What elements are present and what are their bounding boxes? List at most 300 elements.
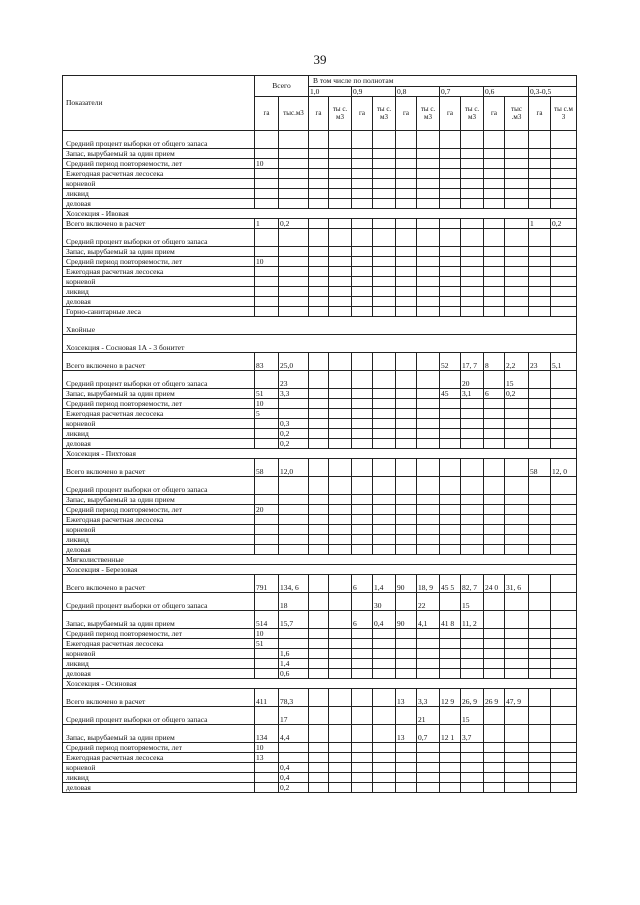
unit-header: ты с.м 3 <box>551 97 577 131</box>
table-cell <box>529 389 551 399</box>
row-label: Средний процент выборки от общего запаса <box>63 593 255 611</box>
table-row <box>63 389 577 399</box>
table-cell <box>396 179 417 189</box>
row-label: деловая <box>63 669 255 679</box>
table-cell <box>551 389 577 399</box>
section-label: Хозсекция - Ивовая <box>63 209 577 219</box>
table-cell <box>440 743 461 753</box>
table-cell <box>373 545 396 555</box>
table-cell <box>461 287 484 297</box>
table-cell <box>461 131 484 149</box>
row-label: ликвид <box>63 773 255 783</box>
table-cell <box>529 287 551 297</box>
table-cell <box>484 639 505 649</box>
table-cell <box>461 639 484 649</box>
row-label: деловая <box>63 783 255 793</box>
table-cell <box>279 629 309 639</box>
row-label: Запас, вырубаемый за один прием <box>63 389 255 399</box>
table-cell <box>255 229 279 247</box>
table-cell <box>417 419 440 429</box>
table-cell <box>529 525 551 535</box>
table-row <box>63 429 577 439</box>
table-cell: 0,2 <box>279 429 309 439</box>
section-row <box>63 449 577 459</box>
table-cell <box>329 419 352 429</box>
table-row <box>63 545 577 555</box>
table-cell <box>505 159 529 169</box>
table-cell <box>279 297 309 307</box>
table-cell <box>373 669 396 679</box>
table-cell <box>373 495 396 505</box>
table-row <box>63 515 577 525</box>
table-cell <box>461 297 484 307</box>
table-cell: 1,4 <box>373 575 396 593</box>
table-cell <box>255 297 279 307</box>
table-cell: 15 <box>505 371 529 389</box>
table-cell <box>329 495 352 505</box>
table-cell <box>309 659 329 669</box>
table-cell <box>279 229 309 247</box>
table-cell <box>279 399 309 409</box>
table-cell <box>529 535 551 545</box>
table-cell <box>396 707 417 725</box>
table-cell: 18, 9 <box>417 575 440 593</box>
row-label: корневой <box>63 419 255 429</box>
table-cell: 83 <box>255 353 279 371</box>
table-cell <box>551 439 577 449</box>
table-cell <box>529 399 551 409</box>
table-cell <box>309 669 329 679</box>
table-cell <box>440 179 461 189</box>
table-cell <box>309 535 329 545</box>
table-cell <box>551 429 577 439</box>
table-cell: 78,3 <box>279 689 309 707</box>
table-cell <box>461 659 484 669</box>
section-row <box>63 679 577 689</box>
table-cell <box>329 131 352 149</box>
table-cell <box>529 669 551 679</box>
table-cell <box>373 659 396 669</box>
unit-header: тыс.м3 <box>279 97 309 131</box>
density-header: 0,9 <box>352 87 396 97</box>
table-cell <box>279 199 309 209</box>
table-cell: 0,2 <box>279 439 309 449</box>
table-cell <box>309 159 329 169</box>
table-cell <box>529 169 551 179</box>
table-cell <box>551 743 577 753</box>
table-cell <box>461 399 484 409</box>
table-cell <box>352 389 373 399</box>
table-cell <box>461 199 484 209</box>
table-cell: 411 <box>255 689 279 707</box>
table-cell <box>255 131 279 149</box>
table-cell <box>505 639 529 649</box>
table-cell <box>461 505 484 515</box>
table-cell <box>440 429 461 439</box>
table-cell <box>505 743 529 753</box>
table-cell <box>373 763 396 773</box>
table-cell <box>461 247 484 257</box>
table-cell <box>255 371 279 389</box>
row-label: Всего включено в расчет <box>63 353 255 371</box>
table-cell <box>440 257 461 267</box>
table-cell <box>505 199 529 209</box>
table-cell <box>484 525 505 535</box>
table-cell <box>551 247 577 257</box>
table-cell <box>440 773 461 783</box>
table-cell <box>440 545 461 555</box>
table-cell: 3,3 <box>279 389 309 399</box>
table-cell <box>417 545 440 555</box>
table-cell <box>529 611 551 629</box>
row-label: Всего включено в расчет <box>63 689 255 707</box>
table-cell <box>329 307 352 317</box>
table-cell <box>352 669 373 679</box>
table-cell: 25,0 <box>279 353 309 371</box>
table-cell <box>529 277 551 287</box>
table-cell <box>440 229 461 247</box>
table-cell <box>373 783 396 793</box>
table-cell <box>484 307 505 317</box>
table-cell <box>551 593 577 611</box>
table-cell <box>505 307 529 317</box>
table-cell <box>329 169 352 179</box>
table-cell <box>309 219 329 229</box>
table-cell <box>440 505 461 515</box>
table-cell: 30 <box>373 593 396 611</box>
table-cell <box>484 371 505 389</box>
table-cell: 90 <box>396 611 417 629</box>
table-row <box>63 689 577 707</box>
table-cell <box>551 515 577 525</box>
row-label: Средний период повторяемости, лет <box>63 743 255 753</box>
table-cell <box>396 629 417 639</box>
table-cell <box>352 515 373 525</box>
table-cell <box>279 307 309 317</box>
table-cell <box>484 199 505 209</box>
table-cell <box>529 783 551 793</box>
table-cell <box>279 545 309 555</box>
table-cell <box>255 429 279 439</box>
table-cell <box>329 649 352 659</box>
table-cell <box>352 353 373 371</box>
table-cell <box>352 287 373 297</box>
table-cell <box>352 419 373 429</box>
table-cell <box>255 307 279 317</box>
table-cell <box>484 459 505 477</box>
table-cell <box>440 149 461 159</box>
table-cell <box>551 179 577 189</box>
row-label: Средний процент выборки от общего запаса <box>63 131 255 149</box>
table-cell <box>440 639 461 649</box>
table-cell <box>551 505 577 515</box>
table-row <box>63 307 577 317</box>
table-cell <box>440 199 461 209</box>
table-row <box>63 371 577 389</box>
table-cell <box>329 277 352 287</box>
table-cell <box>529 189 551 199</box>
table-cell <box>373 429 396 439</box>
row-label: деловая <box>63 199 255 209</box>
unit-header: ты с. м3 <box>373 97 396 131</box>
table-cell <box>461 159 484 169</box>
table-cell: 82, 7 <box>461 575 484 593</box>
table-cell <box>440 439 461 449</box>
table-cell <box>329 575 352 593</box>
table-cell: 51 <box>255 389 279 399</box>
table-cell <box>417 131 440 149</box>
table-row <box>63 505 577 515</box>
table-row <box>63 247 577 257</box>
table-cell <box>373 307 396 317</box>
table-cell <box>551 229 577 247</box>
table-cell <box>329 629 352 639</box>
table-cell <box>484 763 505 773</box>
table-cell <box>529 419 551 429</box>
row-label: ликвид <box>63 429 255 439</box>
table-cell <box>484 669 505 679</box>
table-cell <box>279 159 309 169</box>
table-cell <box>309 763 329 773</box>
table-cell <box>461 783 484 793</box>
table-cell <box>352 189 373 199</box>
unit-header: тыс .м3 <box>505 97 529 131</box>
table-cell <box>505 669 529 679</box>
table-cell <box>440 267 461 277</box>
table-cell <box>279 287 309 297</box>
table-row <box>63 287 577 297</box>
density-header: 0,6 <box>484 87 529 97</box>
table-row <box>63 399 577 409</box>
table-cell <box>373 689 396 707</box>
table-cell <box>440 399 461 409</box>
table-cell <box>373 267 396 277</box>
table-cell <box>396 399 417 409</box>
row-label: Всего включено в расчет <box>63 459 255 477</box>
table-cell <box>329 725 352 743</box>
table-cell <box>529 257 551 267</box>
table-row <box>63 189 577 199</box>
table-cell <box>329 257 352 267</box>
table-row <box>63 649 577 659</box>
table-cell <box>396 495 417 505</box>
table-cell <box>461 179 484 189</box>
table-cell <box>373 159 396 169</box>
table-cell <box>396 743 417 753</box>
table-cell: 4,1 <box>417 611 440 629</box>
table-cell <box>255 199 279 209</box>
table-cell <box>417 773 440 783</box>
table-cell <box>529 495 551 505</box>
table-cell <box>255 287 279 297</box>
table-cell <box>352 267 373 277</box>
table-cell <box>417 535 440 545</box>
table-cell <box>417 179 440 189</box>
table-cell <box>352 593 373 611</box>
table-cell <box>461 409 484 419</box>
table-cell <box>329 459 352 477</box>
table-cell <box>417 515 440 525</box>
table-cell <box>309 477 329 495</box>
table-cell <box>461 763 484 773</box>
table-cell <box>396 649 417 659</box>
table-cell <box>417 229 440 247</box>
table-cell <box>329 267 352 277</box>
table-cell <box>551 287 577 297</box>
table-cell <box>484 179 505 189</box>
table-cell <box>309 495 329 505</box>
table-cell <box>255 149 279 159</box>
table-cell <box>529 267 551 277</box>
section-label: Хвойные <box>63 317 577 335</box>
table-cell <box>484 257 505 267</box>
table-cell <box>352 429 373 439</box>
table-cell <box>440 219 461 229</box>
table-cell: 0,2 <box>551 219 577 229</box>
table-cell: 0,2 <box>279 783 309 793</box>
table-cell <box>309 199 329 209</box>
table-cell <box>373 179 396 189</box>
table-cell <box>440 409 461 419</box>
table-row <box>63 535 577 545</box>
table-cell: 22 <box>417 593 440 611</box>
table-cell <box>255 515 279 525</box>
table-cell <box>551 725 577 743</box>
table-cell <box>529 545 551 555</box>
table-cell: 24 0 <box>484 575 505 593</box>
table-cell <box>461 495 484 505</box>
table-cell <box>484 189 505 199</box>
table-cell: 134 <box>255 725 279 743</box>
table-cell <box>417 477 440 495</box>
table-cell <box>373 247 396 257</box>
table-cell <box>373 353 396 371</box>
table-cell <box>484 429 505 439</box>
table-cell <box>352 247 373 257</box>
unit-header: ты с. м3 <box>461 97 484 131</box>
table-cell: 1 <box>255 219 279 229</box>
table-cell <box>417 639 440 649</box>
table-cell: 31, 6 <box>505 575 529 593</box>
table-cell <box>484 399 505 409</box>
table-cell <box>440 707 461 725</box>
table-cell <box>373 773 396 783</box>
table-cell <box>396 639 417 649</box>
table-cell <box>373 505 396 515</box>
table-cell <box>417 189 440 199</box>
table-cell <box>417 659 440 669</box>
table-cell <box>529 179 551 189</box>
row-label: Средний период повторяемости, лет <box>63 505 255 515</box>
table-row <box>63 669 577 679</box>
table-row <box>63 267 577 277</box>
table-cell <box>440 783 461 793</box>
table-cell <box>505 783 529 793</box>
table-cell <box>529 247 551 257</box>
table-cell <box>373 409 396 419</box>
table-cell <box>551 307 577 317</box>
table-cell <box>329 247 352 257</box>
table-row <box>63 753 577 763</box>
table-cell <box>373 219 396 229</box>
table-cell <box>352 505 373 515</box>
table-cell <box>309 707 329 725</box>
table-cell <box>329 219 352 229</box>
table-cell <box>279 131 309 149</box>
table-cell <box>417 429 440 439</box>
table-cell <box>352 525 373 535</box>
table-cell <box>329 229 352 247</box>
table-row <box>63 149 577 159</box>
table-cell <box>484 783 505 793</box>
table-cell <box>396 257 417 267</box>
table-cell <box>329 439 352 449</box>
table-cell <box>551 629 577 639</box>
row-label: ликвид <box>63 659 255 669</box>
table-cell: 5 <box>255 409 279 419</box>
table-cell: 2,2 <box>505 353 529 371</box>
table-cell <box>352 649 373 659</box>
table-cell: 0,7 <box>417 725 440 743</box>
table-cell: 0,4 <box>373 611 396 629</box>
table-cell <box>529 429 551 439</box>
table-cell <box>529 409 551 419</box>
table-cell <box>461 277 484 287</box>
table-row <box>63 773 577 783</box>
table-cell <box>396 189 417 199</box>
table-cell <box>352 629 373 639</box>
table-cell: 6 <box>352 611 373 629</box>
table-cell <box>505 505 529 515</box>
table-cell <box>309 149 329 159</box>
table-cell <box>309 649 329 659</box>
table-cell <box>255 169 279 179</box>
table-cell <box>529 131 551 149</box>
table-cell <box>417 669 440 679</box>
unit-header: ты с. м3 <box>417 97 440 131</box>
table-cell <box>505 459 529 477</box>
table-cell: 4,4 <box>279 725 309 743</box>
section-label: Мягколиственные <box>63 555 577 565</box>
table-cell <box>484 419 505 429</box>
density-header: 0,3-0,5 <box>529 87 577 97</box>
table-cell <box>417 159 440 169</box>
table-cell <box>505 267 529 277</box>
table-cell <box>551 707 577 725</box>
table-cell <box>529 593 551 611</box>
table-cell <box>417 287 440 297</box>
table-cell <box>529 629 551 639</box>
table-cell <box>551 575 577 593</box>
table-cell <box>417 753 440 763</box>
table-cell <box>309 611 329 629</box>
table-cell <box>461 545 484 555</box>
table-cell <box>396 525 417 535</box>
table-cell <box>484 495 505 505</box>
table-cell <box>461 649 484 659</box>
table-cell <box>440 669 461 679</box>
table-cell <box>529 477 551 495</box>
table-cell <box>329 669 352 679</box>
table-cell <box>417 495 440 505</box>
table-cell <box>255 669 279 679</box>
table-cell <box>396 773 417 783</box>
table-cell <box>484 277 505 287</box>
table-cell <box>255 179 279 189</box>
page-number: 39 <box>313 52 327 67</box>
section-label: Хозсекция - Осиновая <box>63 679 577 689</box>
table-row <box>63 707 577 725</box>
